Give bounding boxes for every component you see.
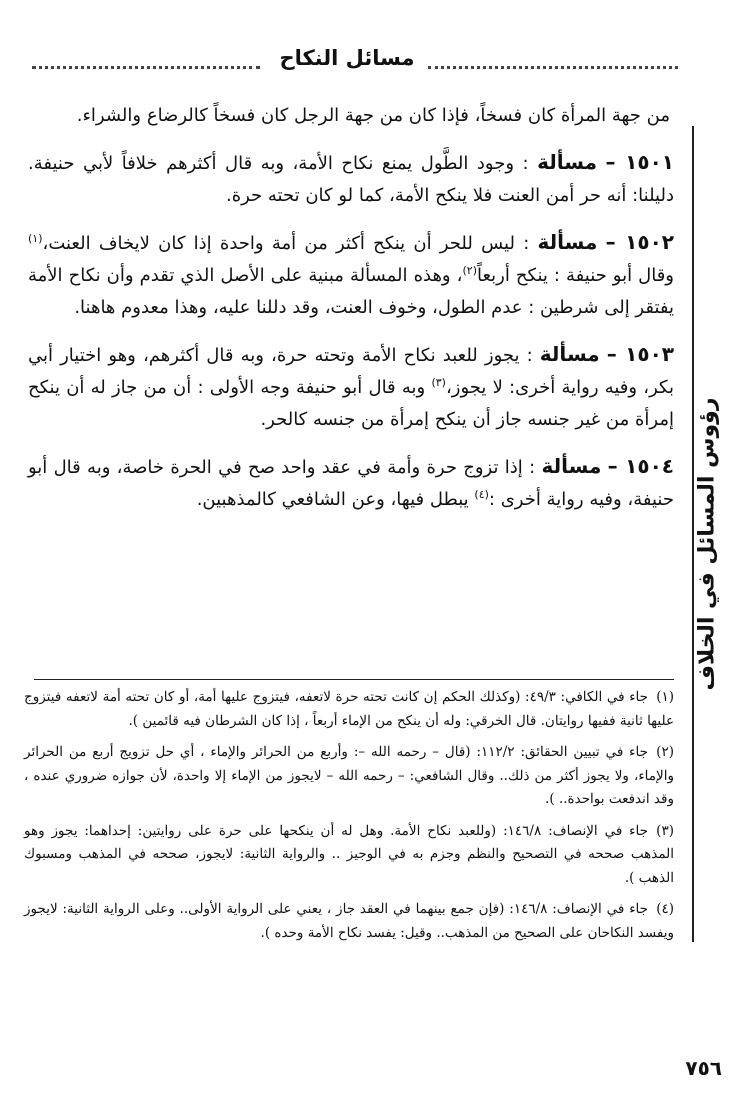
footnote-number: (١) — [656, 689, 675, 705]
footnotes — [24, 686, 674, 953]
footnote-separator — [34, 679, 674, 680]
footnote-text: جاء في تبيين الحقائق: ١١٢/٢: (قال – رحمه الله –: وأربع من الحرائر والإماء ، أي حل تزويج أربع من الحرائر والإماء، ولا يجوز أكثر من ذلك.. وقال الشافعي: – رحمه الله – لايجوز من الإماء إلا واحدة، لأن جوازه ضروري عنده ، وقد اندفعت بواحدة.. ). — [24, 744, 674, 807]
main-text — [28, 100, 674, 516]
page-header-title: مسائل النكاح — [279, 46, 415, 70]
section-keyword: مسألة — [539, 342, 600, 366]
footnote-text: جاء في الكافي: ٤٩/٣: (وكذلك الحكم إن كانت تحته حرة لاتعفه، فيتزوج عليها أمة، أو كان تحته أمة لاتعفه فيتزوج عليها ثانية ففيها روايتان. قال الخرقي: وله أن ينكح من الإماء أربعاً ، إذا كان الشرطان فيه قائمين ). — [24, 689, 674, 729]
section-text: : ليس للحر أن ينكح أكثر من أمة واحدة إذا كان لايخاف العنت، — [42, 233, 530, 254]
section-text: ، وهذه المسألة مبنية على الأصل الذي تقدم وأن نكاح الأمة يفتقر إلى شرطين : عدم الطول، وخوف العنت، وقد دللنا عليه، وهذا معدوم هاهنا. — [28, 265, 674, 318]
footnote-number: (٢) — [656, 744, 674, 760]
section-text: : وجود الطَّول يمنع نكاح الأمة، وبه قال أكثرهم خلافاً لأبي حنيفة. دليلنا: أنه حر أمن العنت فلا ينكح الأمة، كما لو كان تحته حرة. — [28, 153, 674, 206]
footnote-marker[interactable]: (٣) — [431, 376, 446, 389]
section-keyword: مسألة — [541, 454, 602, 478]
footnote-text: جاء في الإنصاف: ١٤٦/٨: (وللعبد نكاح الأمة. وهل له أن ينكحها على حرة على روايتين: إحداهما: يجوز وهو المذهب صححه في التصحيح والنظم وجزم به في الوجيز .. والرواية الثانية: لايجوز، صححه في المذهب ومسبوك الذهب ). — [24, 822, 674, 886]
footnote-4 — [24, 898, 674, 945]
section-number: ١٥٠٤ – — [607, 454, 674, 478]
footnote-marker[interactable]: (١) — [28, 232, 43, 245]
header-rule-right — [428, 66, 678, 69]
section-1502 — [28, 226, 674, 324]
section-number: ١٥٠٣ – — [606, 342, 674, 366]
section-text: : يجوز للعبد نكاح الأمة وتحته حرة، وبه قال أكثرهم، وهو اختيار أبي بكر، وفيه رواية أخرى: لا يجوز، — [28, 345, 674, 398]
section-1503 — [28, 338, 674, 436]
header-rule-left — [32, 66, 260, 69]
side-book-title-text: رؤوس المسائل في الخلاف — [694, 397, 720, 691]
footnote-3 — [24, 820, 674, 891]
section-keyword: مسألة — [537, 150, 597, 174]
section-text: : إذا تزوج حرة وأمة في عقد واحد صح في الحرة خاصة، وبه قال أبو حنيفة، وفيه رواية أخرى : — [28, 457, 674, 510]
footnote-2 — [24, 741, 674, 812]
section-text: وقال أبو حنيفة : ينكح أربعاً — [476, 265, 674, 286]
page-number: ٧٥٦ — [685, 1056, 722, 1080]
footnote-marker[interactable]: (٤) — [474, 488, 489, 501]
footnote-marker[interactable]: (٢) — [462, 264, 477, 277]
section-keyword: مسألة — [537, 230, 598, 254]
section-1501 — [28, 146, 674, 212]
side-book-title — [686, 397, 728, 691]
continued-paragraph: من جهة المرأة كان فسخاً، فإذا كان من جهة الرجل كان فسخاً كالرضاع والشراء. — [76, 105, 670, 126]
section-1504 — [28, 450, 674, 516]
footnote-text: جاء في الإنصاف: ١٤٦/٨: (فإن جمع بينهما في العقد جاز ، يعني على الرواية الأولى.. وعلى الرواية الثانية: لايجوز ويفسد النكاحان على الصحيح من المذهب.. وقيل: يفسد نكاح الأمة وحده ). — [24, 901, 674, 941]
footnote-number: (٣) — [656, 822, 674, 839]
section-number: ١٥٠١ – — [605, 150, 674, 174]
footnote-number: (٤) — [656, 901, 675, 917]
section-text: يبطل فيها، وعن الشافعي كالمذهبين. — [196, 489, 475, 510]
footnote-1 — [24, 686, 674, 733]
section-number: ١٥٠٢ – — [605, 230, 674, 254]
section-text: وبه قال أبو حنيفة وجه الأولى : أن من جاز له أن ينكح إمرأة من غير جنسه جاز أن ينكح إمرأة من جنسه كالحر. — [28, 377, 674, 430]
